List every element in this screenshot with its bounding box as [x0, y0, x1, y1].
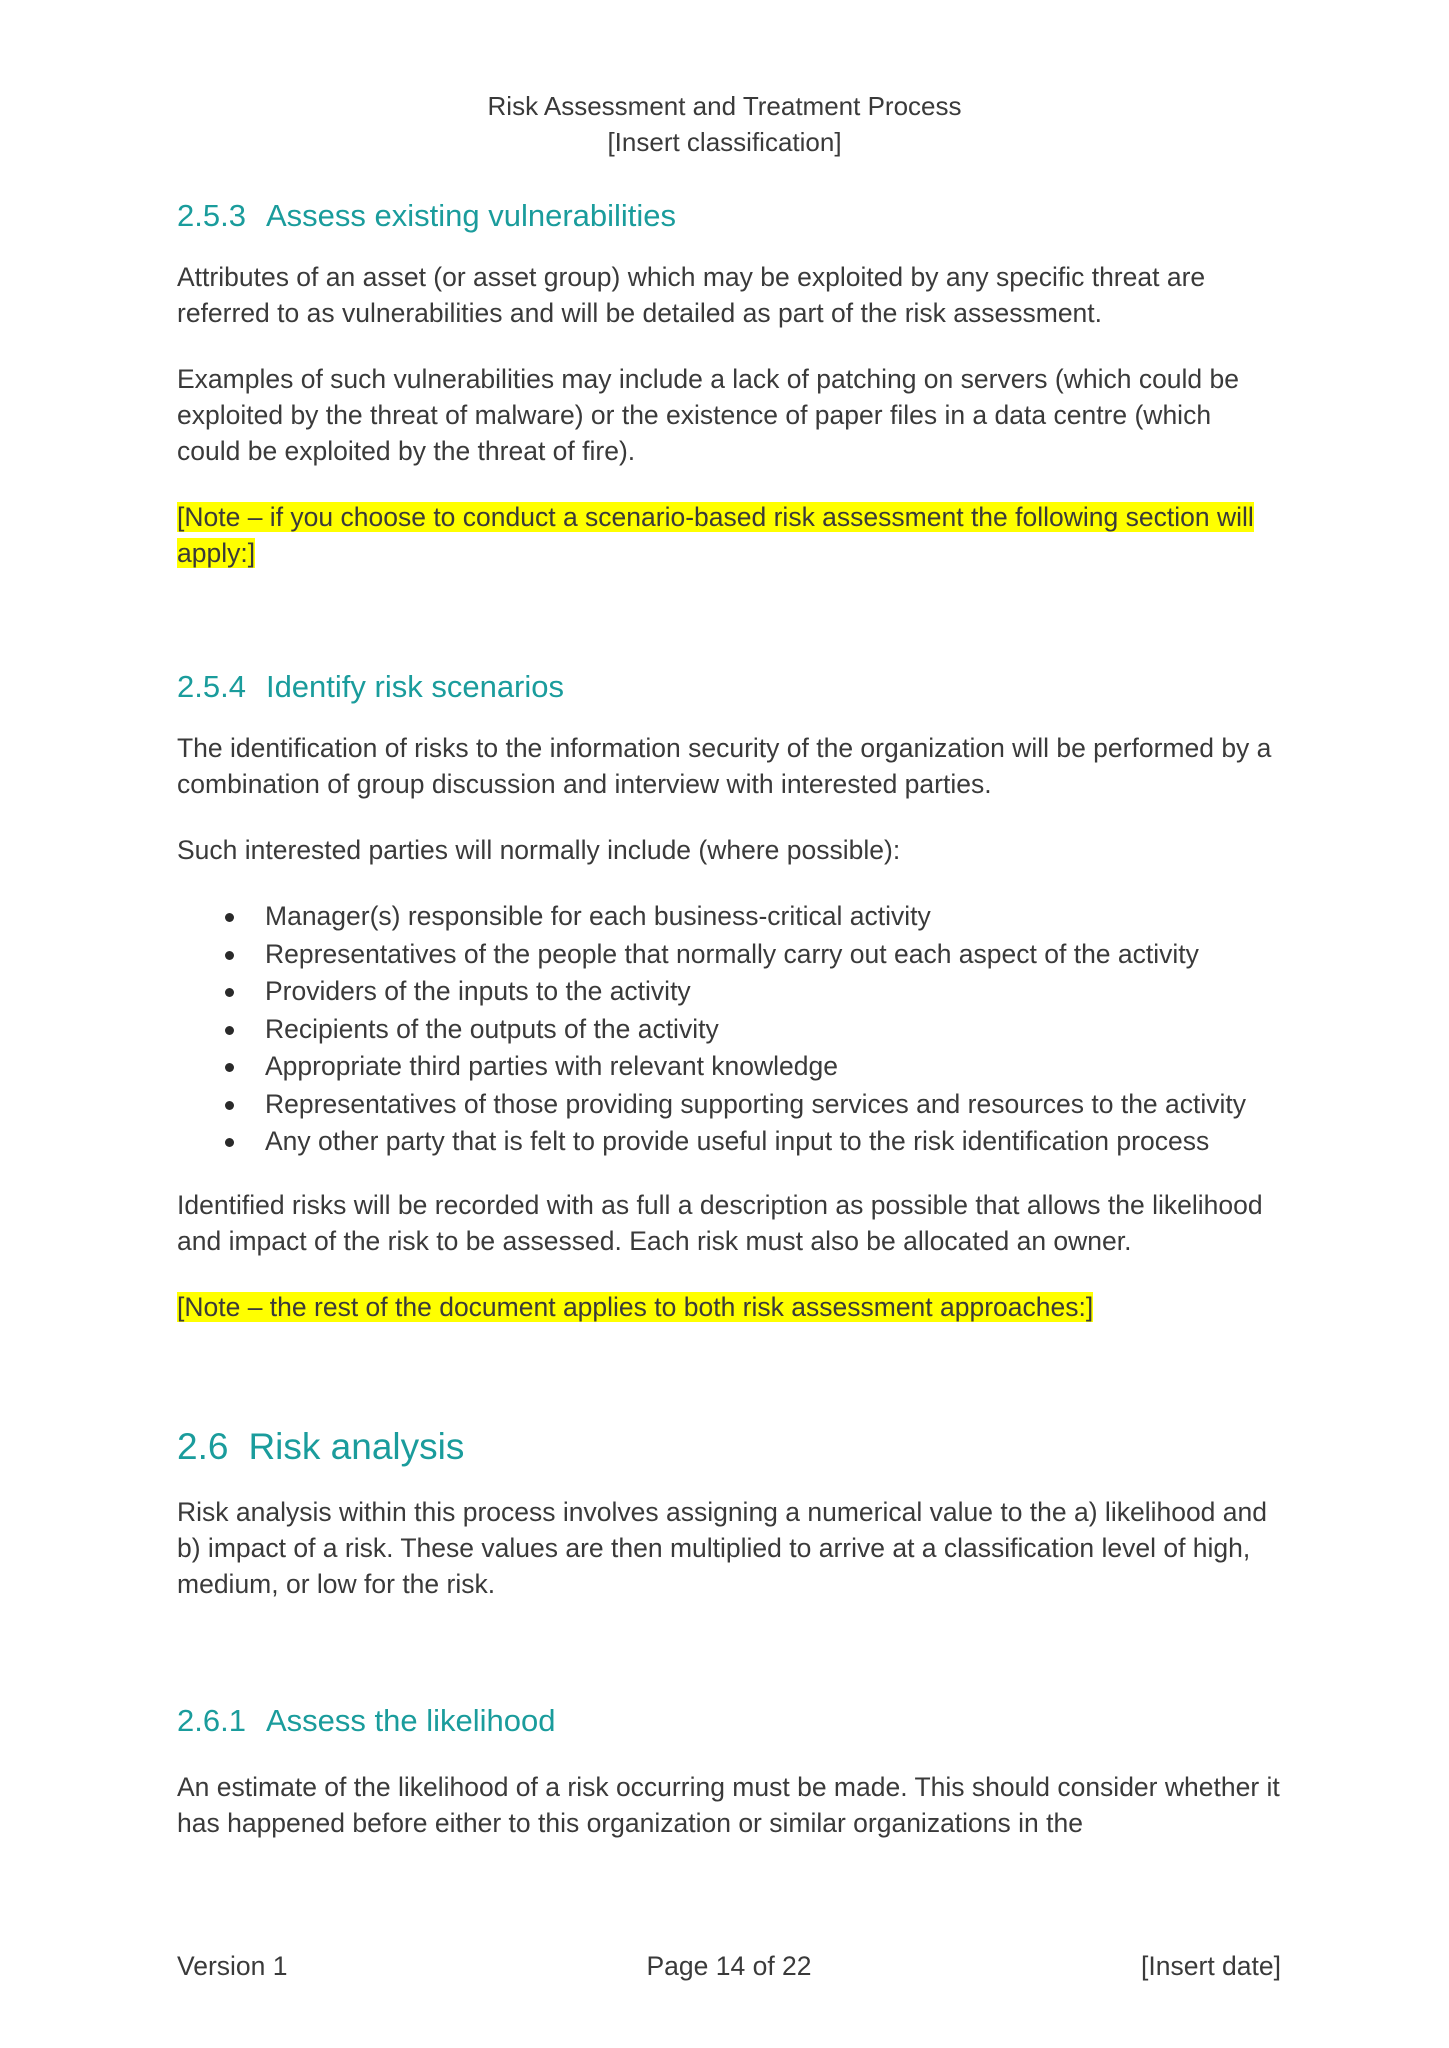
list-item: Any other party that is felt to provide useful input to the risk identification process — [177, 1123, 1281, 1161]
heading-2-6-1 — [177, 1701, 1281, 1741]
heading-text: Identify risk scenarios — [265, 669, 565, 704]
note-line: apply:] — [177, 538, 256, 568]
highlighted-note — [177, 499, 1281, 571]
heading-2-5-3 — [177, 196, 1281, 236]
list-item: Representatives of the people that normally carry out each aspect of the activity — [177, 936, 1281, 974]
note-line: [Note – if you choose to conduct a scenario-based risk assessment the following section will — [177, 502, 1254, 532]
list-item: Representatives of those providing supporting services and resources to the activity — [177, 1086, 1281, 1124]
list-item: Manager(s) responsible for each business-critical activity — [177, 898, 1281, 936]
heading-text: Risk analysis — [248, 1425, 465, 1467]
heading-2-5-4 — [177, 667, 1281, 707]
heading-text: Assess existing vulnerabilities — [265, 198, 677, 233]
paragraph: The identification of risks to the information security of the organization will be performed by a combination of group discussion and interview with interested parties. — [177, 733, 1272, 799]
version-label: Version 1 — [177, 1951, 288, 1981]
bullet-icon — [225, 1026, 234, 1035]
heading-number: 2.5.3 — [177, 198, 246, 233]
bullet-list — [177, 898, 1281, 1161]
list-item: Providers of the inputs to the activity — [177, 973, 1281, 1011]
bullet-icon — [225, 988, 234, 997]
heading-number: 2.6 — [177, 1425, 229, 1467]
paragraph: Attributes of an asset (or asset group) which may be exploited by any specific threat are referred to as vulnerabilities and will be detailed as part of the risk assessment. — [177, 262, 1206, 328]
paragraph: Examples of such vulnerabilities may include a lack of patching on servers (which could be exploited by the threat of malware) or the existence of paper files in a data centre (which could be exploited by the threat of fire). — [177, 364, 1240, 466]
paragraph: An estimate of the likelihood of a risk occurring must be made. This should consider whether it has happened before either to this organization or similar organizations in the — [177, 1771, 1280, 1838]
note-line: [Note – the rest of the document applies to both risk assessment approaches:] — [177, 1291, 1094, 1322]
page-content — [177, 196, 1281, 1841]
bullet-icon — [225, 1063, 234, 1072]
bullet-icon — [225, 913, 234, 922]
list-item: Appropriate third parties with relevant knowledge — [177, 1048, 1281, 1086]
bullet-icon — [225, 951, 234, 960]
heading-number: 2.6.1 — [177, 1702, 246, 1738]
heading-number: 2.5.4 — [177, 669, 246, 704]
paragraph: Such interested parties will normally include (where possible): — [177, 835, 901, 865]
list-item: Recipients of the outputs of the activity — [177, 1011, 1281, 1049]
highlighted-note — [177, 1289, 1281, 1325]
page-number: Page 14 of 22 — [646, 1951, 812, 1981]
page-header — [0, 88, 1449, 160]
paragraph: Risk analysis within this process involves assigning a numerical value to the a) likelihood and b) impact of a risk. These values are then multiplied to arrive at a classification level of high, medium, or low for the risk. — [177, 1496, 1267, 1599]
bullet-icon — [225, 1101, 234, 1110]
heading-text: Assess the likelihood — [265, 1702, 556, 1738]
classification-label: [Insert classification] — [607, 127, 842, 157]
bullet-icon — [225, 1138, 234, 1147]
date-label: [Insert date] — [1141, 1951, 1281, 1981]
paragraph: Identified risks will be recorded with as full a description as possible that allows the likelihood and impact of the risk to be assessed. Each risk must also be allocated an owner. — [177, 1189, 1263, 1256]
heading-2-6 — [177, 1424, 1281, 1470]
document-title: Risk Assessment and Treatment Process — [487, 91, 962, 121]
